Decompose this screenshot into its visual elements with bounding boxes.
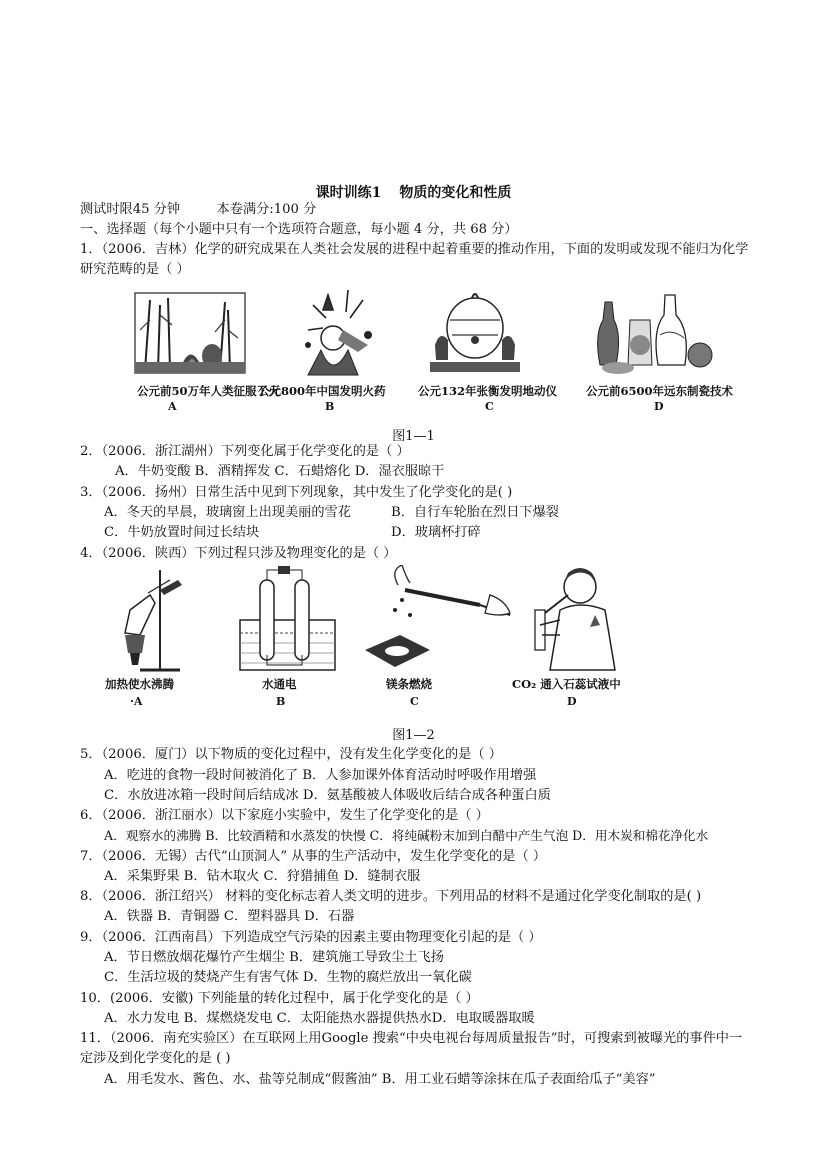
- fire-scene-illustration: [135, 293, 245, 373]
- fig2-letter-b: B: [276, 695, 286, 708]
- q10-stem: 10．(2006．安徽) 下列能量的转化过程中，属于化学变化的是（ ）: [80, 991, 479, 1006]
- magnesium-burning-illustration: [365, 565, 510, 667]
- fig2-caption-b: 水通电: [262, 677, 297, 691]
- q2-options: A．牛奶变酸 B．酒精挥发 C．石蜡熔化 D．湿衣服晾干: [115, 464, 445, 479]
- q9-options-cd: C．生活垃圾的焚烧产生有害气体 D．生物的腐烂放出一氧化碳: [104, 970, 472, 985]
- fig1-letter-d: D: [654, 400, 664, 413]
- q6-stem: 6．（2006．浙江丽水）以下家庭小实验中，发生了化学变化的是（ ）: [80, 808, 489, 823]
- fig1-caption-b: 公元800年中国发明火药: [258, 384, 386, 398]
- title-main: 课时训练1: [315, 185, 382, 201]
- fig2-letter-c: C: [410, 695, 419, 708]
- fig1-caption-d: 公元前6500年远东制瓷技术: [586, 384, 734, 398]
- q5-options-ab: A．吃进的食物一段时间被消化了 B．人参加课外体育活动时呼吸作用增强: [104, 768, 537, 783]
- figure-1-1-caption: 图1—1: [392, 429, 435, 444]
- q10-options: A．水力发电 B．煤燃烧发电 C．太阳能热水器提供热水D．电取暖器取暖: [104, 1011, 535, 1026]
- electrolysis-illustration: [240, 566, 335, 670]
- gunpowder-illustration: [305, 290, 372, 375]
- figure-1-1-illustrations: [130, 290, 750, 380]
- porcelain-illustration: [598, 295, 712, 374]
- q8-options: A．铁器 B．青铜器 C．塑料器具 D．石器: [104, 909, 355, 924]
- fig1-letter-a: A: [168, 400, 177, 413]
- q7-stem: 7．（2006．无锡）古代“山顶洞人” 从事的生产活动中，发生化学变化的是（ ）: [80, 849, 547, 864]
- test-meta: [80, 201, 316, 219]
- fig2-caption-d: CO₂ 通入石蕊试液中: [512, 677, 621, 691]
- co2-litmus-illustration: [535, 568, 615, 670]
- figure-1-2-caption: 图1—2: [392, 728, 435, 743]
- fig2-letter-a: ·A: [130, 695, 143, 708]
- q11-stem-line2: 定涉及到化学变化的是 ( ): [80, 1051, 231, 1066]
- q3-stem: 3．（2006．扬州）日常生活中见到下列现象，其中发生了化学变化的是( ): [80, 485, 513, 500]
- fig1-letter-c: C: [485, 400, 494, 413]
- fig1-letter-b: B: [325, 400, 335, 413]
- section-heading: 一、选择题（每个小题中只有一个选项符合题意，每小题 4 分，共 68 分）: [80, 222, 518, 237]
- fig2-caption-a: 加热使水沸腾: [105, 677, 174, 691]
- q2-stem: 2．（2006．浙江湖州）下列变化属于化学变化的是（ ）: [80, 444, 410, 459]
- q11-options-ab: A．用毛发水、酱色、水、盐等兑制成“假酱油” B．用工业石蜡等涂抹在瓜子表面给瓜子“美容”: [104, 1072, 656, 1087]
- q1-stem-line1: 1．（2006．吉林）化学的研究成果在人类社会发展的进程中起着重要的推动作用，下面的发明或发现不能归为化学: [80, 242, 749, 257]
- fig1-caption-c: 公元132年张衡发明地动仪: [418, 384, 558, 398]
- q3-option-b: B．自行车轮胎在烈日下爆裂: [391, 505, 559, 520]
- q7-options: A．采集野果 B．钻木取火 C．狩猎捕鱼 D．缝制衣服: [104, 869, 421, 884]
- q4-stem: 4．（2006．陕西）下列过程只涉及物理变化的是（ ）: [80, 546, 397, 561]
- seismograph-illustration: [430, 294, 520, 372]
- q8-stem: 8．（2006．浙江绍兴） 材料的变化标志着人类文明的进步。下列用品的材料不是通过化学变化制取的是( ): [80, 889, 702, 904]
- figure-1-2-illustrations: [100, 565, 640, 675]
- q9-stem: 9．（2006．江西南昌）下列造成空气污染的因素主要由物理变化引起的是（ ）: [80, 930, 542, 945]
- q11-stem-line1: 11．（2006．南充实验区）在互联网上用Google 搜索“中央电视台每周质量报告”时，可搜索到被曝光的事件中一: [80, 1031, 743, 1046]
- q3-option-d: D．玻璃杯打碎: [391, 525, 481, 540]
- fig2-letter-d: D: [567, 695, 577, 708]
- time-limit: 测试时限45 分钟: [80, 202, 181, 217]
- q9-options-ab: A．节日燃放烟花爆竹产生烟尘 B．建筑施工导致尘土飞扬: [104, 950, 444, 965]
- q6-options: A．观察水的沸腾 B．比较酒精和水蒸发的快慢 C．将纯碱粉末加到白醋中产生气泡 D．用木炭和棉花净化水: [104, 828, 709, 843]
- fig2-caption-c: 镁条燃烧: [386, 677, 432, 691]
- q3-option-a: A．冬天的早晨，玻璃窗上出现美丽的雪花: [104, 505, 351, 520]
- page-title: [0, 182, 827, 202]
- fig1-caption-a: 公元前50万年人类征服了火: [137, 384, 280, 398]
- q5-options-cd: C．水放进冰箱一段时间后结成冰 D．氨基酸被人体吸收后结合成各种蛋白质: [104, 788, 551, 803]
- full-score: 本卷满分:100 分: [216, 202, 317, 217]
- q3-option-c: C．牛奶放置时间过长结块: [104, 525, 260, 540]
- boiling-water-illustration: [125, 570, 182, 670]
- q1-stem-line2: 研究范畴的是（ ）: [80, 262, 190, 277]
- q5-stem: 5．（2006．厦门）以下物质的变化过程中，没有发生化学变化的是（ ）: [80, 747, 502, 762]
- title-sub: 物质的变化和性质: [399, 185, 512, 201]
